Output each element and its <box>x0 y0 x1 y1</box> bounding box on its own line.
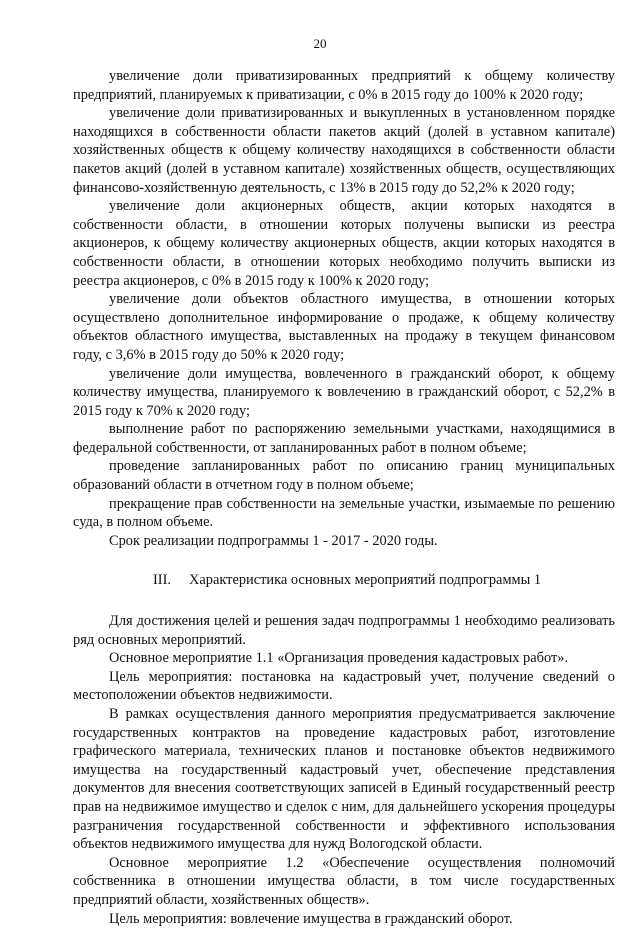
page-number: 20 <box>313 36 327 51</box>
section-title: Характеристика основных мероприятий подпрограммы 1 <box>189 572 542 589</box>
paragraph: увеличение доли акционерных обществ, акции которых находятся в собственности области, в отношении которых получены выписки из реестра акционеров, к общему количеству акционерных обществ, акции которых находятся в собственности области, в отношении которых необходимо получить выписки из реестра акционеров, с 0% в 2015 году к 100% к 2020 году; <box>73 198 615 289</box>
paragraph: Цель мероприятия: постановка на кадастровый учет, получение сведений о местоположении объектов недвижимости. <box>73 668 615 704</box>
paragraph: Основное мероприятие 1.2 «Обеспечение осуществления полномочий собственника в отношении имущества области, в том числе государственных предприятий области, хозяйственных обществ». <box>73 854 615 908</box>
paragraph: выполнение работ по распоряжению земельными участками, находящимися в федеральной собственности, от запланированных работ в полном объеме; <box>73 421 615 456</box>
paragraph: Срок реализации подпрограммы 1 - 2017 - 2020 годы. <box>109 532 438 549</box>
paragraph: увеличение доли приватизированных предприятий к общему количеству предприятий, планируемых к приватизации, с 0% в 2015 году до 100% к 2020 году; <box>73 68 615 103</box>
paragraph: Для достижения целей и решения задач подпрограммы 1 необходимо реализовать ряд основных мероприятий. <box>73 613 615 648</box>
paragraph: прекращение прав собственности на земельные участки, изымаемые по решению суда, в полном объеме. <box>73 495 615 531</box>
paragraph: увеличение доли объектов областного имущества, в отношении которых осуществлено дополнительное информирование о продаже, к общему количеству объектов областного имущества, выставленных на продажу в текущем финансовом году, с 3,6% в 2015 году до 50% к 2020 году; <box>73 291 615 363</box>
paragraph: увеличение доли имущества, вовлеченного в гражданский оборот, к общему количеству имущества, планируемого к вовлечению в гражданский оборот, с 52,2% в 2015 году к 70% к 2020 году; <box>73 365 615 419</box>
document-body <box>73 67 615 928</box>
paragraph: Основное мероприятие 1.1 «Организация проведения кадастровых работ». <box>109 650 569 667</box>
paragraph: В рамках осуществления данного мероприятия предусматривается заключение государственных контрактов на проведение кадастровых работ, изготовление графического материала, технических планов и постановке объектов недвижимого имущества на государственный кадастровый учет, обеспечение представления документов для внесения соответствующих записей в Единый государственный реестр прав на недвижимое имущество и сделок с ним, для дальнейшего ускорения процедуры разграничения государственной собственности и эффективного использования объектов недвижимого имущества для нужд Вологодской области. <box>73 706 615 853</box>
paragraph: проведение запланированных работ по описанию границ муниципальных образований области в отчетном году в полном объеме; <box>73 458 615 494</box>
section-heading <box>73 571 615 590</box>
section-number: III. <box>153 572 171 589</box>
paragraph: Цель мероприятия: вовлечение имущества в гражданский оборот. <box>109 910 513 927</box>
paragraph: увеличение доли приватизированных и выкупленных в установленном порядке находящихся в собственности области пакетов акций (долей в уставном капитале) хозяйственных обществ к общему количеству находящихся в собственности области пакетов акций (долей в уставном капитале) хозяйственных обществ, осуществляющих финансово-хозяйственную деятельность, с 13% в 2015 году до 52,2% к 2020 году; <box>73 105 615 196</box>
